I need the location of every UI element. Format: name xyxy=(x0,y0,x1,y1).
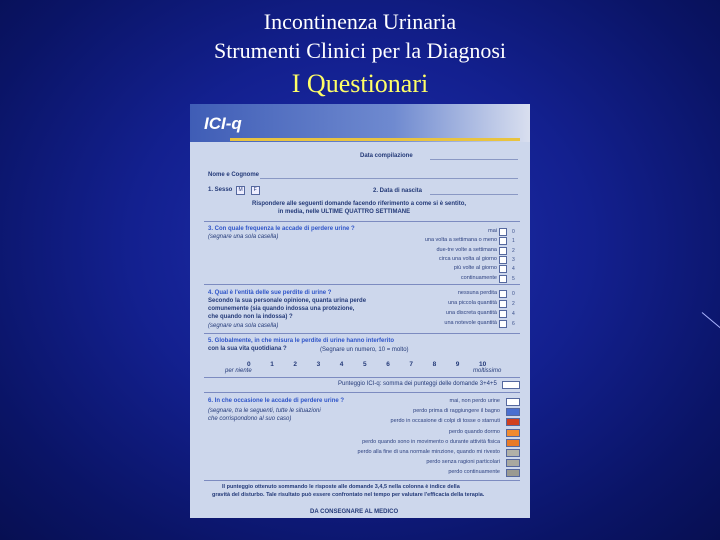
q6-option-label: perdo quando sono in movimento o durante attività fisica xyxy=(362,438,500,445)
questionnaire-image xyxy=(190,104,530,518)
q4-note: (segnare una sola casella) xyxy=(208,323,279,329)
q5-scale-note: (Segnare un numero, 10 = molto) xyxy=(320,347,409,353)
q3-option-checkbox xyxy=(499,228,507,236)
slide-title-line1: Incontinenza Urinaria xyxy=(263,9,457,34)
q4-option-checkbox xyxy=(499,320,507,328)
q3-option-checkbox xyxy=(499,275,507,283)
q4-option-label: una piccola quantità xyxy=(448,300,497,306)
q4-body2: comunemente (sia quando indossa una protezione, xyxy=(208,306,355,312)
iciq-logo: ICI-q xyxy=(204,114,242,133)
q6-option-box xyxy=(506,459,520,467)
q4-option-score: 0 xyxy=(512,291,515,297)
divider xyxy=(204,392,520,393)
q4-option-checkbox xyxy=(499,310,507,318)
q6-note2: che corrispondono al suo caso) xyxy=(208,416,292,422)
q3-option-label: più volte al giorno xyxy=(453,265,497,272)
q3-title: 3. Con quale frequenza le accade di perdere urine ? xyxy=(208,226,355,232)
slide-title-line3: I Questionari xyxy=(291,69,429,98)
name-label: Nome e Cognome xyxy=(208,172,260,178)
name-line xyxy=(260,178,518,179)
q3-option-label: una volta a settimana o meno xyxy=(424,237,497,244)
questionnaire-header xyxy=(190,104,530,142)
q4-option-score: 2 xyxy=(512,301,515,307)
q5-scale-number: 8 xyxy=(432,361,437,368)
q4-option-score: 4 xyxy=(512,311,515,317)
q3-option-score: 1 xyxy=(512,238,515,245)
q5-scale-number: 6 xyxy=(386,361,390,368)
q6-option-label: mai, non perdo urine xyxy=(449,398,500,404)
divider xyxy=(204,284,520,285)
score-label: Punteggio ICI-q: somma dei punteggi delle domande 3+4+5 xyxy=(338,381,497,387)
sex-m-box: M xyxy=(236,186,245,195)
q3-option-label: due-tre volte a settimana xyxy=(436,246,497,253)
q3-option-label: mai xyxy=(488,228,497,234)
q3-option-checkbox xyxy=(499,256,507,264)
q6-option-label: perdo senza ragioni particolari xyxy=(426,459,500,466)
q4-option-label: una discreta quantità xyxy=(445,310,497,316)
q4-option-score: 6 xyxy=(512,321,515,327)
q5-scale-number: 5 xyxy=(363,361,367,368)
divider xyxy=(204,221,520,222)
q3-option-label: continuamente xyxy=(460,274,497,281)
header-accent-bar xyxy=(230,138,520,141)
q6-title: 6. In che occasione le accade di perdere urine ? xyxy=(208,398,345,404)
q4-option-checkbox xyxy=(499,290,507,298)
slide-title-line2: Strumenti Clinici per la Diagnosi xyxy=(213,38,507,63)
q6-option-box xyxy=(506,469,520,477)
date-line xyxy=(430,159,518,160)
q5-title2: con la sua vita quotidiana ? xyxy=(208,346,287,352)
q6-option-label: perdo quando dormo xyxy=(448,428,500,435)
divider xyxy=(204,480,520,481)
divider xyxy=(204,333,520,334)
q6-option-label: perdo in occasione di colpi di tosse o starnuti xyxy=(390,418,500,425)
q6-option-box xyxy=(506,418,520,426)
q3-option-checkbox xyxy=(499,237,507,245)
q3-option-score: 4 xyxy=(512,266,515,273)
footer-line2: gravità del disturbo. Tale risultato può essere confrontato nel tempo per valutare l'efficacia della terapia. xyxy=(212,492,485,498)
birth-line xyxy=(430,194,518,195)
q6-option-box xyxy=(506,429,520,437)
footer-bar: DA CONSEGNARE AL MEDICO xyxy=(310,509,399,515)
q6-option-box xyxy=(506,408,520,416)
q4-option-label: nessuna perdita xyxy=(457,290,497,296)
q6-option-box xyxy=(506,398,520,406)
footer-line1: Il punteggio ottenuto sommando le risposte alle domande 3,4,5 nella colonna è indice della xyxy=(222,484,460,490)
q5-scale-number: 10 xyxy=(479,361,487,368)
q5-scale-number: 1 xyxy=(270,361,274,368)
q3-option-checkbox xyxy=(499,247,507,255)
intro-line1: Rispondere alle seguenti domande facendo riferimento a come si è sentito, xyxy=(252,201,467,207)
sex-row xyxy=(208,186,262,195)
score-box xyxy=(502,381,520,389)
divider xyxy=(204,377,520,378)
q5-scale-number: 2 xyxy=(293,361,298,368)
q4-body3: che quando non la indossa) ? xyxy=(208,314,293,320)
q5-left-label: per niente xyxy=(225,368,252,374)
birth-label: 2. Data di nascita xyxy=(373,188,423,194)
sex-label: 1. Sesso xyxy=(208,187,233,193)
decorative-streak xyxy=(702,312,720,332)
q5-scale-number: 7 xyxy=(409,361,414,368)
q6-option-box xyxy=(506,449,520,457)
q5-scale-number: 9 xyxy=(455,361,460,368)
q3-option-score: 2 xyxy=(512,247,515,254)
q4-body1: Secondo la sua personale opinione, quanta urina perde xyxy=(208,298,367,304)
q4-title: 4. Qual è l'entità delle sue perdite di urine ? xyxy=(208,290,332,296)
q6-option-label: perdo continuamente xyxy=(448,469,500,476)
q5-scale-number: 4 xyxy=(339,361,344,368)
q6-option-box xyxy=(506,439,520,447)
q6-option-label: perdo prima di raggiungere il bagno xyxy=(413,408,500,415)
q3-option-score: 3 xyxy=(512,256,515,263)
q3-option-score: 5 xyxy=(512,275,515,282)
q5-right-label: moltissimo xyxy=(473,368,502,374)
date-label: Data compilazione xyxy=(360,153,413,159)
q3-note: (segnare una sola casella) xyxy=(208,234,279,240)
q6-note1: (segnare, tra le seguenti, tutte le situazioni xyxy=(208,408,321,414)
q4-option-checkbox xyxy=(499,300,507,308)
q3-option-label: circa una volta al giorno xyxy=(438,255,497,262)
q3-option-score: 0 xyxy=(512,229,515,235)
q5-scale-number: 0 xyxy=(247,361,251,368)
sex-f-box: F xyxy=(251,186,260,195)
q3-option-checkbox xyxy=(499,265,507,273)
q5-scale-number: 3 xyxy=(316,361,321,368)
q6-option-label: perdo alla fine di una normale minzione, quando mi rivesto xyxy=(357,449,500,455)
q4-option-label: una notevole quantità xyxy=(444,320,497,326)
q5-title1: 5. Globalmente, in che misura le perdite di urine hanno interferito xyxy=(208,338,395,344)
intro-line2: in media, nelle ULTIME QUATTRO SETTIMANE xyxy=(278,209,411,215)
